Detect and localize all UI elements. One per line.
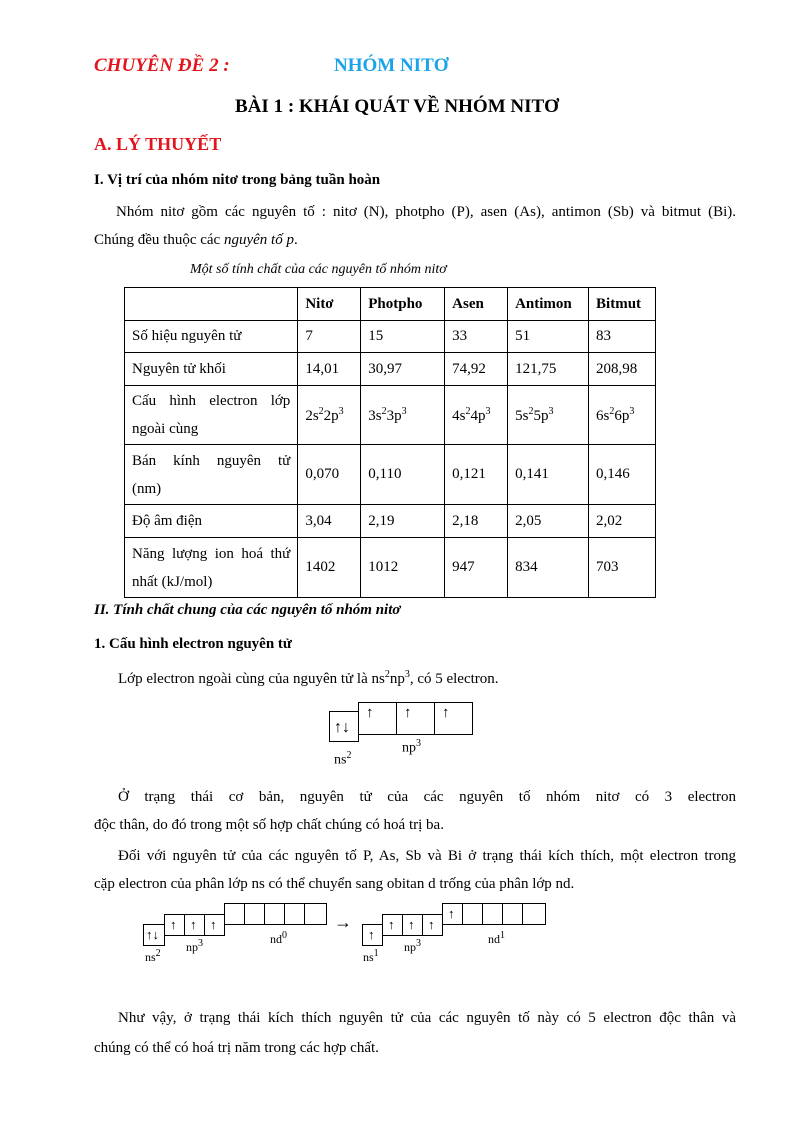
config-part: 4s [452,407,466,424]
label-sup: 1 [500,930,505,941]
topic-name: NHÓM NITƠ [334,55,449,76]
para3-line2: cặp electron của phân lớp ns có thể chuyển sang obitan d trống của phân lớp nd. [94,876,575,892]
row-label-line1: Năng lượng ion hoá thứ [132,545,291,562]
row-label-line2: ngoài cùng [132,421,199,437]
ns-label [363,948,379,965]
header-cell: Antimon [508,288,589,321]
row-label [125,386,298,445]
transition-arrow-icon: → [334,912,352,932]
config-sup: 2 [381,405,387,417]
row-label-line1: Cấu hình electron lớp [132,393,291,409]
table-cell: 2,02 [589,505,656,538]
header-cell: Photpho [361,288,445,321]
ns-label [334,750,351,769]
table-row [125,538,656,598]
np-orbital-box [164,914,185,936]
table-cell: 703 [589,538,656,598]
up-arrow: ↑ [448,906,455,921]
config-cell [508,386,589,445]
table-cell: 0,141 [508,445,589,505]
table-cell: 3,04 [298,505,361,538]
header-cell: Bitmut [589,288,656,321]
table-row [125,445,656,505]
p-element-term: nguyên tố p [223,232,294,248]
table-row [125,505,656,538]
config-sup: 3 [338,405,344,417]
nd-orbital-box [442,903,463,925]
pair-arrow: ↑↓ [146,927,159,942]
config-text: , có 5 electron. [409,671,499,687]
config-text: np [389,671,405,687]
config-cell [361,386,445,445]
label-text: ns [334,752,347,768]
config-cell [589,386,656,445]
up-arrow: ↑ [190,917,197,932]
table-row [125,353,656,386]
table-cell: 834 [508,538,589,598]
config-part: 3p [386,407,402,424]
nd-orbital-box [502,903,523,925]
row-label: Nguyên tử khối [125,353,298,386]
part1-heading: I. Vị trí của nhóm nitơ trong bảng tuần hoàn [94,172,381,188]
np-label [402,738,421,757]
config-part: 6p [614,407,630,424]
table-cell: 51 [508,321,589,353]
nd-orbital-box [284,903,305,925]
nd-orbital-box [264,903,285,925]
row-label-line2: nhất (kJ/mol) [132,573,213,590]
label-text: np [404,940,416,954]
topic-label: CHUYÊN ĐỀ 2 : [94,55,230,76]
label-sup: 3 [416,738,421,749]
table-header-row [125,288,656,321]
pair-arrow: ↑↓ [334,719,350,736]
table-cell: 208,98 [589,353,656,386]
table-row [125,386,656,445]
part1-para-line2 [94,226,298,254]
row-label-line1: Bán kính nguyên tử [132,452,291,469]
up-arrow: ↑ [170,917,177,932]
config-sup: 3 [485,405,491,417]
up-arrow: ↑ [368,927,375,942]
config-sup: 3 [404,669,410,680]
np-label [404,938,421,955]
lesson-title: BÀI 1 : KHÁI QUÁT VỀ NHÓM NITƠ [235,96,559,117]
label-text: np [186,940,198,954]
para2-line2: độc thân, do đó trong một số hợp chất chúng có hoá trị ba. [94,817,444,833]
config-part: 6s [596,407,610,424]
table-row [125,321,656,353]
para4-line2: chúng có thể có hoá trị năm trong các hợp chất. [94,1040,379,1056]
nd-orbital-box [244,903,265,925]
label-sup: 1 [373,948,379,959]
label-text: np [402,740,416,756]
section-a-heading: A. LÝ THUYẾT [94,134,222,154]
config-sup: 2 [384,669,390,680]
nd-orbital-box [224,903,245,925]
config-sup: 3 [401,405,407,417]
para2-line1: Ở trạng thái cơ bản, nguyên tử của các nguyên tố nhóm nitơ có 3 electron [118,789,736,805]
nd-orbital-box [304,903,327,925]
row-label-line2: (nm) [132,480,162,497]
header-cell: Asen [445,288,508,321]
table-cell: 0,110 [361,445,445,505]
config-part: 5p [533,407,549,424]
nd-orbital-box [462,903,483,925]
row-label [125,538,298,598]
np-orbital-box [358,702,397,735]
np-orbital-box [402,914,423,936]
nd-label [488,930,505,947]
config-sentence [118,669,499,688]
table-cell: 83 [589,321,656,353]
table-cell: 2,19 [361,505,445,538]
row-label: Số hiệu nguyên tử [125,321,298,353]
table-cell: 1012 [361,538,445,598]
config-part: 2s [305,407,319,424]
config-sup: 3 [629,405,635,417]
np-orbital-box [184,914,205,936]
label-sup: 3 [198,938,203,949]
table-cell: 1402 [298,538,361,598]
up-arrow: ↑ [388,917,395,932]
label-text: ns [363,950,374,964]
table-cell: 0,146 [589,445,656,505]
config-part: 2p [323,407,339,424]
table-cell: 33 [445,321,508,353]
table-caption: Một số tính chất của các nguyên tố nhóm nitơ [190,262,447,277]
ns-orbital-box [362,924,383,946]
up-arrow: ↑ [442,705,450,721]
label-sup: 0 [282,930,287,941]
table-cell: 121,75 [508,353,589,386]
table-cell: 2,18 [445,505,508,538]
up-arrow: ↑ [366,705,374,721]
properties-table [124,287,656,598]
table-cell: 0,070 [298,445,361,505]
ns-orbital-box [143,924,165,946]
np-orbital-box [434,702,473,735]
nd-label [270,930,287,947]
table-cell: 7 [298,321,361,353]
ns-orbital-box [329,711,359,742]
config-sup: 2 [609,405,615,417]
np-orbital-box [204,914,225,936]
row-label [125,445,298,505]
nd-orbital-box [522,903,546,925]
label-sup: 3 [416,938,421,949]
config-sup: 3 [548,405,554,417]
config-part: 4p [470,407,486,424]
para4-line1: Như vậy, ở trạng thái kích thích nguyên tử của các nguyên tố này có 5 electron độc thân và [118,1010,736,1026]
up-arrow: ↑ [408,917,415,932]
part2-heading: II. Tính chất chung của các nguyên tố nhóm nitơ [94,602,401,618]
config-part: 3s [368,407,382,424]
label-text: ns [145,950,156,964]
table-cell: 30,97 [361,353,445,386]
table-cell: 947 [445,538,508,598]
label-sup: 2 [155,948,161,959]
table-cell: 74,92 [445,353,508,386]
table-cell: 14,01 [298,353,361,386]
np-orbital-box [422,914,443,936]
ns-label [145,948,161,965]
part1-text: Chúng đều thuộc các [94,232,224,248]
table-cell: 2,05 [508,505,589,538]
label-text: nd [488,932,500,946]
header-cell [125,288,298,321]
header-cell: Nitơ [298,288,361,321]
part2-sub1-heading: 1. Cấu hình electron nguyên tử [94,636,292,652]
np-orbital-box [396,702,435,735]
config-text: Lớp electron ngoài cùng của nguyên tử là ns [118,671,385,687]
config-sup: 2 [528,405,534,417]
table-cell: 15 [361,321,445,353]
config-sup: 2 [318,405,324,417]
config-cell [298,386,361,445]
label-text: nd [270,932,282,946]
up-arrow: ↑ [210,917,217,932]
config-part: 5s [515,407,529,424]
para3-line1: Đối với nguyên tử của các nguyên tố P, As, Sb và Bi ở trạng thái kích thích, một electron trong [118,848,736,864]
config-cell [445,386,508,445]
table-cell: 0,121 [445,445,508,505]
np-orbital-box [382,914,403,936]
period: . [293,232,298,248]
np-label [186,938,203,955]
row-label: Độ âm điện [125,505,298,538]
config-sup: 2 [465,405,471,417]
label-sup: 2 [346,750,352,761]
up-arrow: ↑ [404,705,412,721]
part1-para-line1: Nhóm nitơ gồm các nguyên tố : nitơ (N), photpho (P), asen (As), antimon (Sb) và bitmut (Bi). [116,204,736,220]
up-arrow: ↑ [428,917,435,932]
nd-orbital-box [482,903,503,925]
